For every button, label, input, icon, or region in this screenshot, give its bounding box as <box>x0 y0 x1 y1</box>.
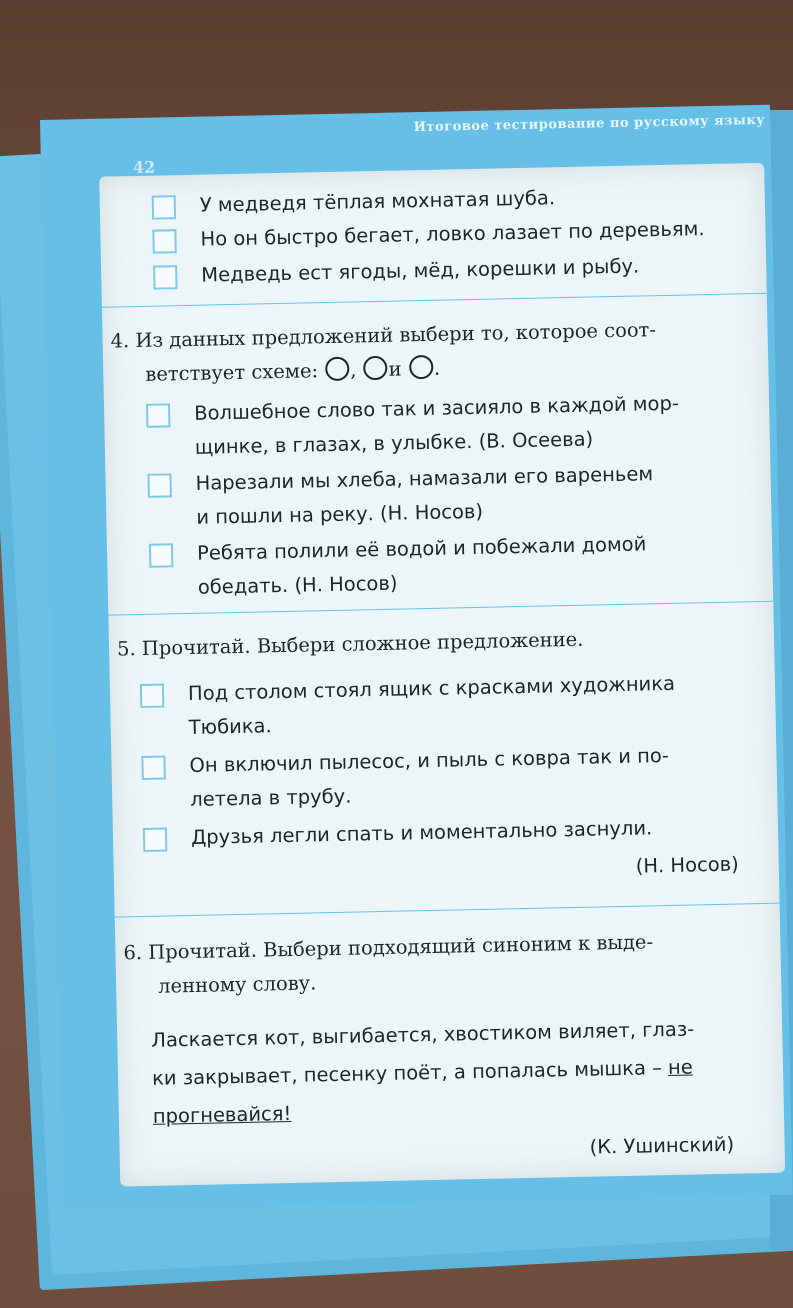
option-text: Но он быстро бегает, ловко лазает по деревьям. <box>200 217 705 251</box>
scheme-circle-icon <box>363 356 387 380</box>
task4-option-1[interactable] <box>146 387 680 466</box>
option-text: Он включил пылесос, и пыль с ковра так и по- летела в трубу. <box>189 743 670 811</box>
checkbox[interactable] <box>147 473 171 497</box>
task-number: 6. <box>123 941 143 965</box>
scheme-separator: , <box>350 358 357 382</box>
scheme-separator: и <box>388 357 402 381</box>
task6-prompt <box>123 925 654 1004</box>
passage <box>151 1009 773 1136</box>
scheme-circle-icon <box>325 357 349 381</box>
checkbox[interactable] <box>143 827 167 851</box>
divider <box>115 903 780 918</box>
option-text: Под столом стоял ящик с красками художника Тюбика. <box>187 671 676 740</box>
divider <box>102 293 767 308</box>
checkbox[interactable] <box>153 265 177 289</box>
citation: (К. Ушинский) <box>589 1132 735 1159</box>
task5-option-1[interactable] <box>140 667 676 746</box>
checkbox[interactable] <box>146 403 170 427</box>
task4-option-3[interactable] <box>149 527 648 605</box>
checkbox[interactable] <box>141 756 165 780</box>
checkbox[interactable] <box>140 684 164 708</box>
option-text: Нарезали мы хлеба, намазали его вареньем и пошли на реку. (Н. Носов) <box>195 462 654 529</box>
scheme-end: . <box>433 356 441 380</box>
task-sheet <box>99 163 785 1187</box>
page-number: 42 <box>132 157 156 178</box>
option-text: Друзья легли спать и моментально заснули. <box>190 816 653 849</box>
task4-option-2[interactable] <box>147 457 654 536</box>
prompt-line: Прочитай. Выбери сложное предложение. <box>141 627 584 660</box>
running-title: Итоговое тестирование по русскому языку <box>413 112 766 136</box>
prompt-line: Прочитай. Выбери подходящий синоним к выде- <box>148 930 654 964</box>
task5-option-3[interactable] <box>143 811 653 856</box>
checkbox[interactable] <box>152 229 176 253</box>
option-text: У медведя тёплая мохнатая шуба. <box>199 186 556 217</box>
task5-prompt <box>117 623 584 667</box>
highlighted-word: прогневайся! <box>152 1101 292 1128</box>
prompt-line: ветствует схеме: <box>145 359 319 386</box>
highlighted-word: не <box>667 1055 694 1080</box>
passage-line: Ласкается кот, выгибается, хвостиком виляет, глаз- <box>151 1017 695 1052</box>
option-text: Медведь ест ягоды, мёд, корешки и рыбу. <box>201 254 640 287</box>
citation: (Н. Носов) <box>635 852 739 878</box>
task4-prompt <box>110 313 657 392</box>
task-number: 4. <box>110 329 130 353</box>
checkbox[interactable] <box>149 543 173 567</box>
passage-line: ки закрывает, песенку поёт, а попалась мышка – <box>151 1056 663 1090</box>
workbook-page <box>40 105 793 1210</box>
option-text: Волшебное слово так и засияло в каждой мор- щинке, в глазах, в улыбке. (В. Осеева) <box>193 391 680 459</box>
task-number: 5. <box>116 637 136 661</box>
task5-option-2[interactable] <box>141 739 670 818</box>
scheme-circle-icon <box>409 355 433 379</box>
prompt-line: ленному слову. <box>157 971 317 998</box>
option-text: Ребята полили её водой и побежали домой обедать. (Н. Носов) <box>196 532 647 599</box>
checkbox[interactable] <box>152 195 176 219</box>
prompt-line: Из данных предложений выбери то, которое соот- <box>135 318 657 353</box>
